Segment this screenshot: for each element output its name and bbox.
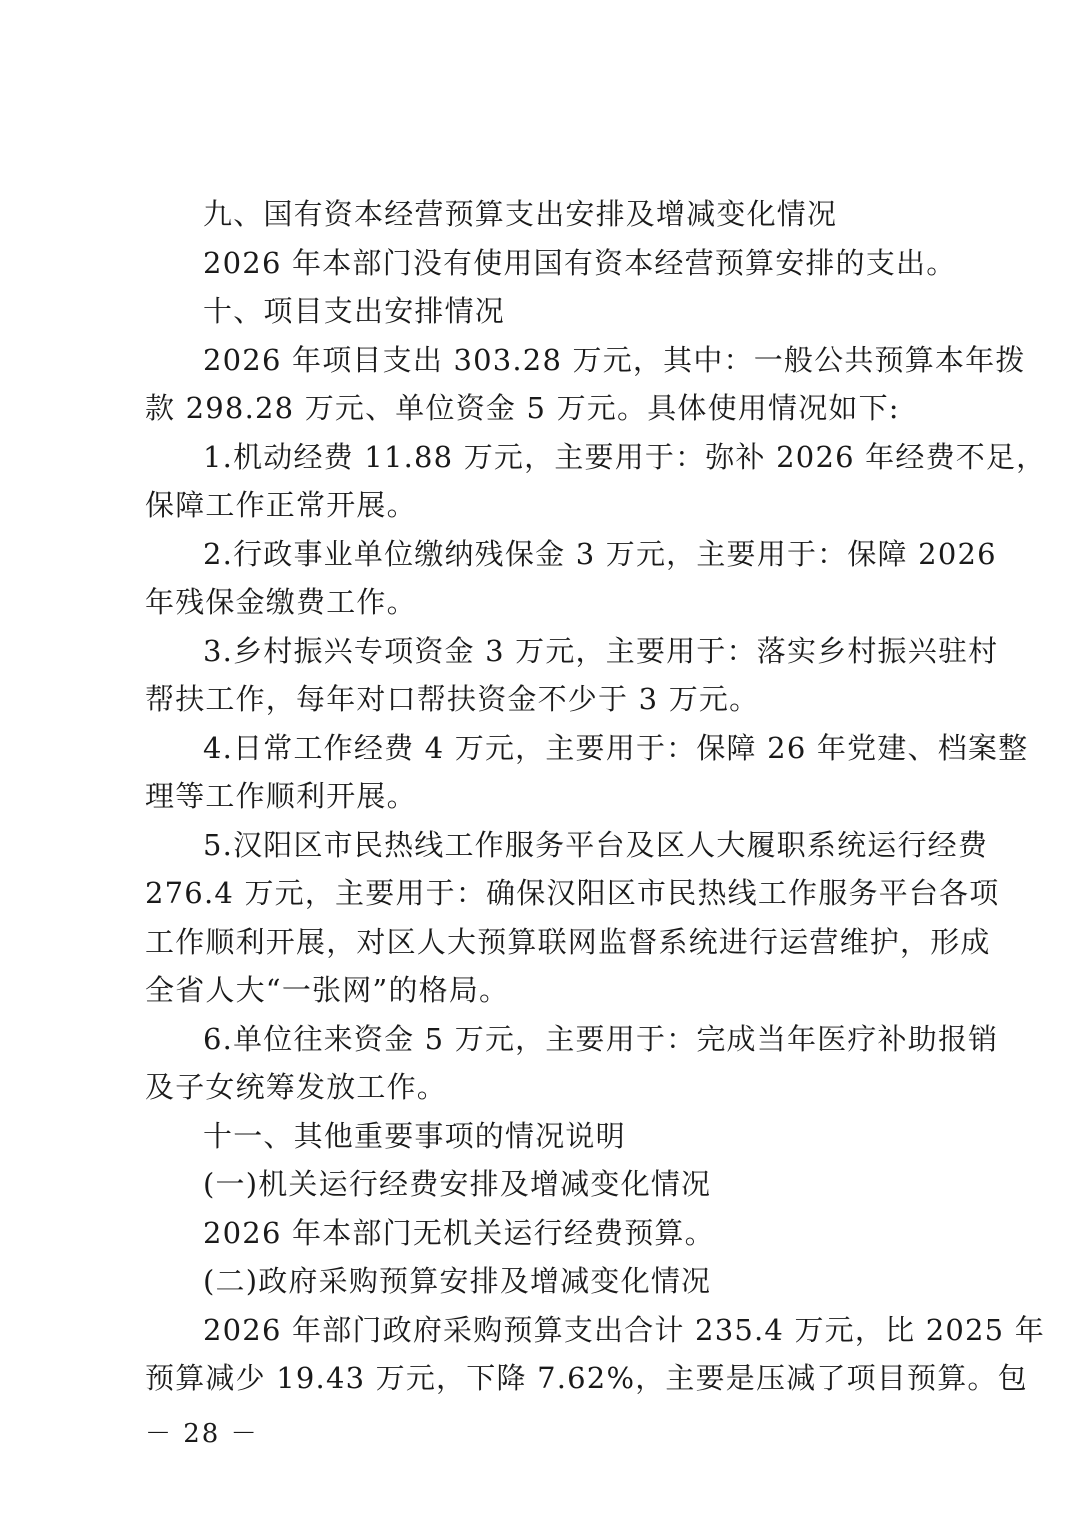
text-line: 九、国有资本经营预算支出安排及增减变化情况	[203, 197, 838, 231]
text-line: 6.单位往来资金 5 万元，主要用于：完成当年医疗补助报销	[203, 1021, 999, 1056]
text-line: 十一、其他重要事项的情况说明	[203, 1118, 626, 1153]
text-line: (一)机关运行经费安排及增减变化情况	[203, 1167, 712, 1201]
text-line: 年残保金缴费工作。	[145, 585, 417, 619]
text-line: 2026 年本部门没有使用国有资本经营预算安排的支出。	[203, 245, 957, 280]
text-line: 及子女统筹发放工作。	[145, 1070, 448, 1104]
text-line: 1.机动经费 11.88 万元，主要用于：弥补 2026 年经费不足，	[203, 439, 1047, 474]
text-line: 2026 年本部门无机关运行经费预算。	[203, 1215, 715, 1250]
page-number: － 28 －	[145, 1419, 259, 1449]
text-line: 2.行政事业单位缴纳残保金 3 万元，主要用于：保障 2026	[203, 536, 997, 571]
text-line: 帮扶工作，每年对口帮扶资金不少于 3 万元。	[145, 682, 760, 716]
text-line: 4.日常工作经费 4 万元，主要用于：保障 26 年党建、档案整	[203, 730, 1029, 765]
text-line: 2026 年项目支出 303.28 万元，其中：一般公共预算本年拨	[203, 342, 1026, 377]
text-line: 十、项目支出安排情况	[203, 294, 506, 328]
text-line: (二)政府采购预算安排及增减变化情况	[203, 1264, 712, 1298]
text-line: 全省人大“一张网”的格局。	[145, 973, 510, 1007]
document-body	[145, 190, 1047, 1403]
text-line: 276.4 万元，主要用于：确保汉阳区市民热线工作服务平台各项	[145, 876, 1000, 910]
text-line: 工作顺利开展，对区人大预算联网监督系统进行运营维护，形成	[145, 924, 991, 959]
text-line: 预算减少 19.43 万元，下降 7.62%，主要是压减了项目预算。包	[145, 1361, 1028, 1395]
text-line: 3.乡村振兴专项资金 3 万元，主要用于：落实乡村振兴驻村	[203, 633, 999, 668]
text-line: 保障工作正常开展。	[145, 488, 417, 522]
text-line: 5.汉阳区市民热线工作服务平台及区人大履职系统运行经费	[203, 827, 989, 862]
text-line: 理等工作顺利开展。	[145, 779, 417, 813]
text-line: 2026 年部门政府采购预算支出合计 235.4 万元，比 2025 年	[203, 1312, 1045, 1347]
text-line: 款 298.28 万元、单位资金 5 万元。具体使用情况如下:	[145, 391, 900, 425]
